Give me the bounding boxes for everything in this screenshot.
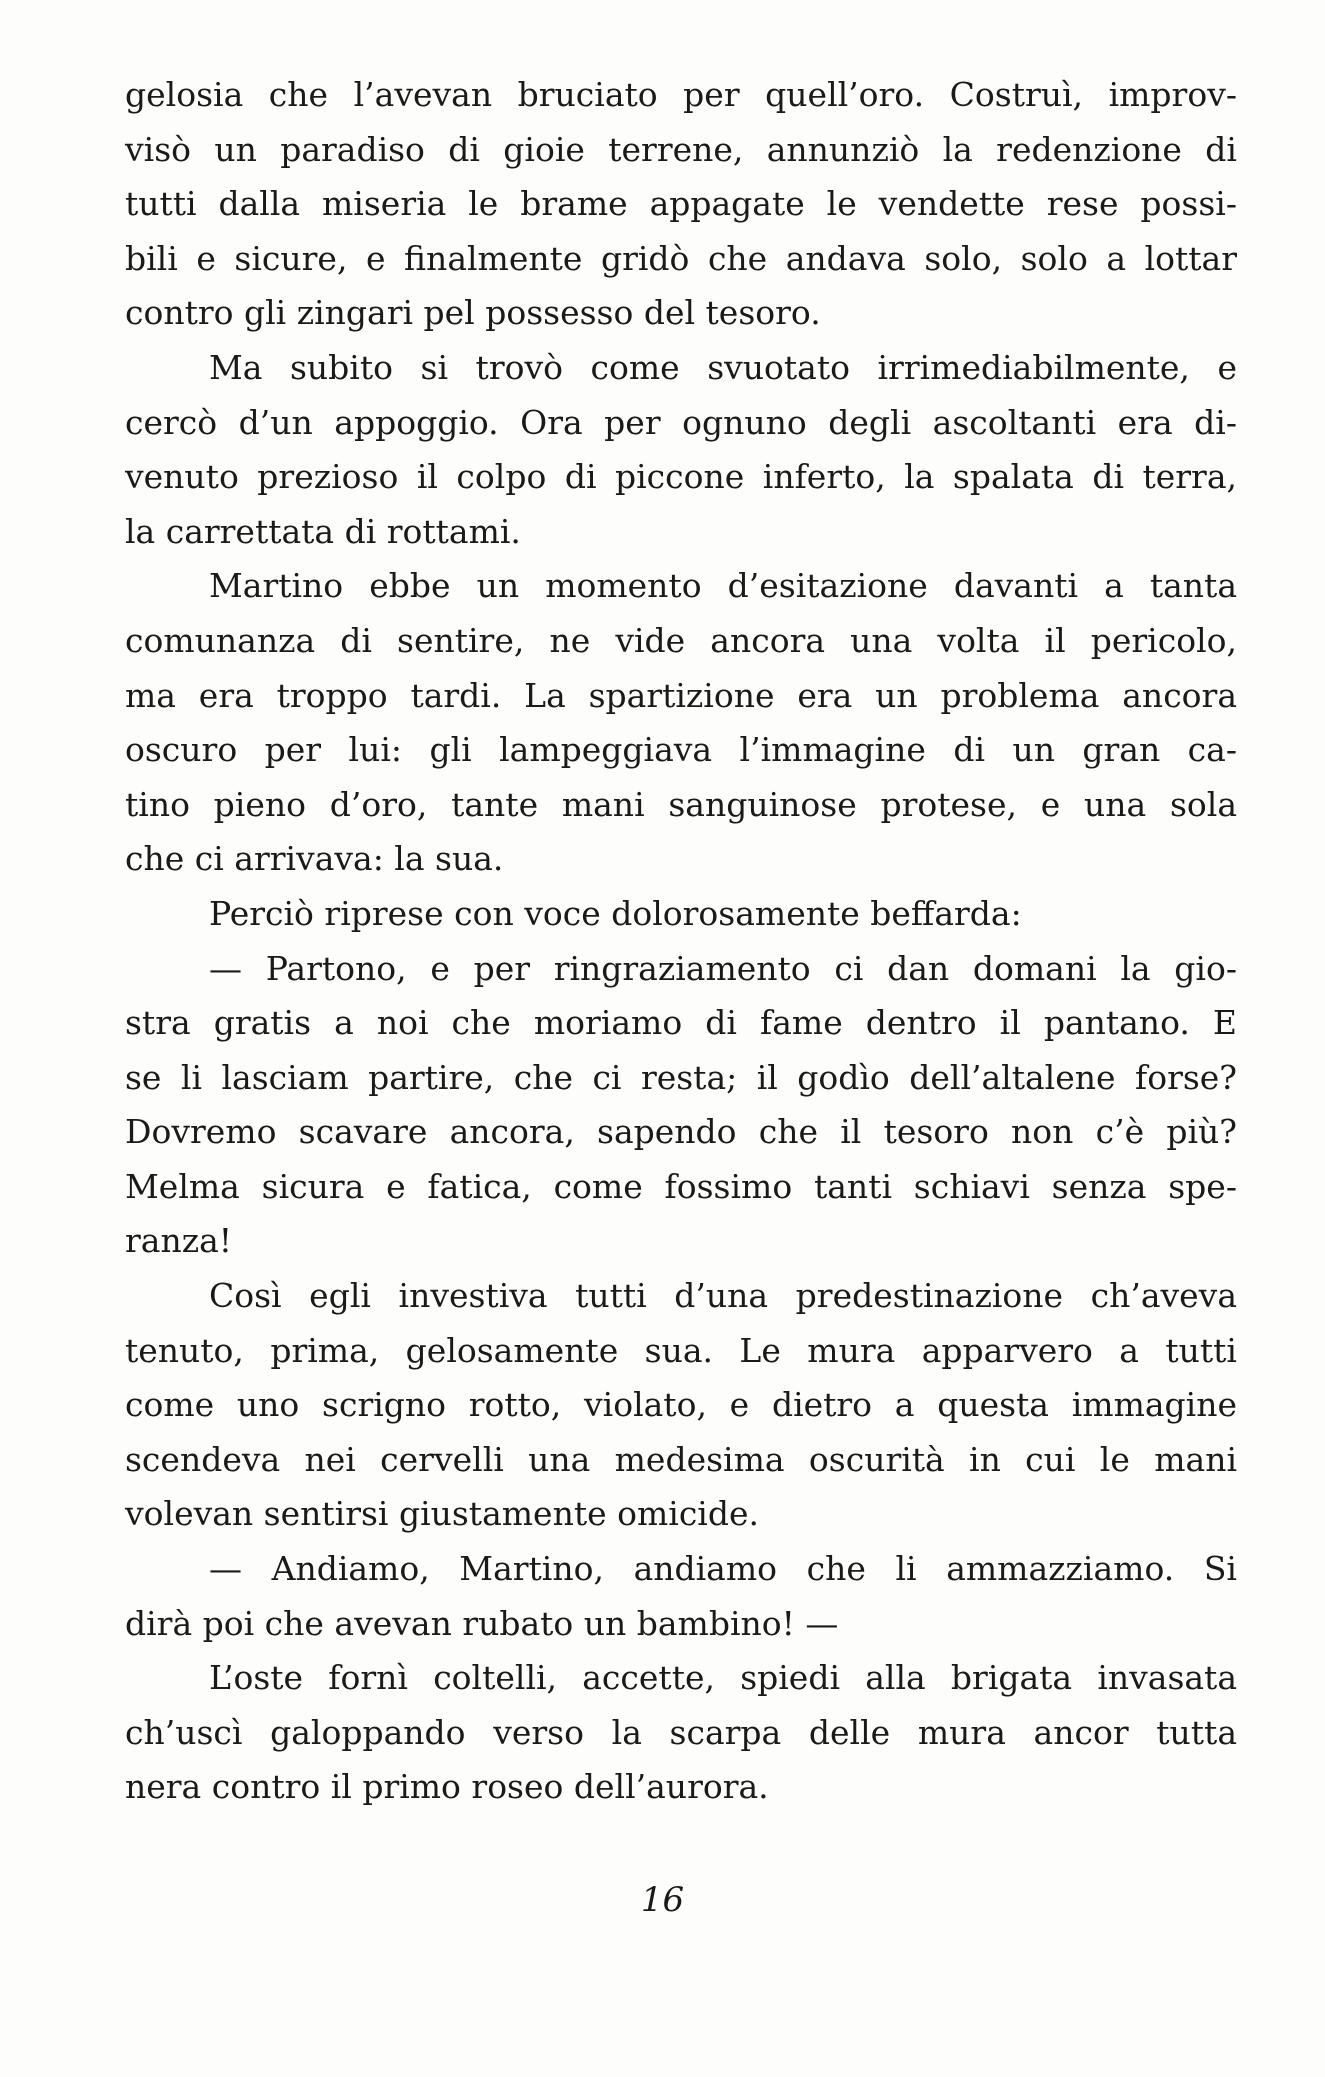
text-line: Così egli investiva tutti d’una predestinazione ch’aveva xyxy=(209,1276,1237,1316)
text-line: cercò d’un appoggio. Ora per ognuno degli ascoltanti era di- xyxy=(125,402,1237,442)
text-line: gelosia che l’avevan bruciato per quell’oro. Costruì, improv- xyxy=(125,75,1237,114)
text-line: Martino ebbe un momento d’esitazione davanti a tanta xyxy=(209,566,1237,606)
text-line: che ci arrivava: la sua. xyxy=(125,839,504,879)
text-line: contro gli zingari pel possesso del tesoro. xyxy=(125,293,821,333)
text-line: Perciò riprese con voce dolorosamente beffarda: xyxy=(209,893,1022,933)
text-line: tino pieno d’oro, tante mani sanguinose protese, e una sola xyxy=(125,784,1237,824)
text-line: comunanza di sentire, ne vide ancora una volta il pericolo, xyxy=(125,620,1237,660)
text-line: visò un paradiso di gioie terrene, annunziò la redenzione di xyxy=(125,129,1237,169)
text-line: tutti dalla miseria le brame appagate le vendette rese possi- xyxy=(125,184,1237,224)
text-line: come uno scrigno rotto, violato, e dietro a questa immagine xyxy=(125,1385,1237,1425)
text-line: se li lasciam partire, che ci resta; il godìo dell’altalene forse? xyxy=(125,1057,1237,1097)
text-line: nera contro il primo roseo dell’aurora. xyxy=(125,1767,769,1807)
text-line: venuto prezioso il colpo di piccone inferto, la spalata di terra, xyxy=(125,457,1237,497)
text-line: stra gratis a noi che moriamo di fame dentro il pantano. E xyxy=(125,1003,1237,1043)
text-line: — Andiamo, Martino, andiamo che li ammazziamo. Si xyxy=(209,1549,1237,1589)
text-line: — Partono, e per ringraziamento ci dan domani la gio- xyxy=(209,948,1237,988)
text-line: tenuto, prima, gelosamente sua. Le mura apparvero a tutti xyxy=(125,1330,1237,1370)
text-line: Dovremo scavare ancora, sapendo che il tesoro non c’è più? xyxy=(125,1112,1237,1152)
page-number: 16 xyxy=(640,1880,685,1920)
text-line: volevan sentirsi giustamente omicide. xyxy=(125,1494,759,1534)
text-line: L’oste fornì coltelli, accette, spiedi alla brigata invasata xyxy=(209,1658,1237,1698)
text-line: ch’uscì galoppando verso la scarpa delle mura ancor tutta xyxy=(125,1712,1237,1752)
text-line: ma era troppo tardi. La spartizione era un problema ancora xyxy=(125,675,1237,715)
text-line: oscuro per lui: gli lampeggiava l’immagine di un gran ca- xyxy=(125,730,1237,770)
text-line: ranza! xyxy=(125,1221,233,1261)
text-line: bili e sicure, e finalmente gridò che andava solo, solo a lottar xyxy=(125,238,1237,278)
text-line: dirà poi che avevan rubato un bambino! — xyxy=(125,1603,839,1643)
text-line: scendeva nei cervelli una medesima oscurità in cui le mani xyxy=(125,1439,1237,1479)
text-line: Melma sicura e fatica, come fossimo tanti schiavi senza spe- xyxy=(125,1166,1237,1206)
text-line: la carrettata di rottami. xyxy=(125,511,521,551)
text-line: Ma subito si trovò come svuotato irrimediabilmente, e xyxy=(209,347,1237,387)
body-text xyxy=(125,68,1237,1815)
